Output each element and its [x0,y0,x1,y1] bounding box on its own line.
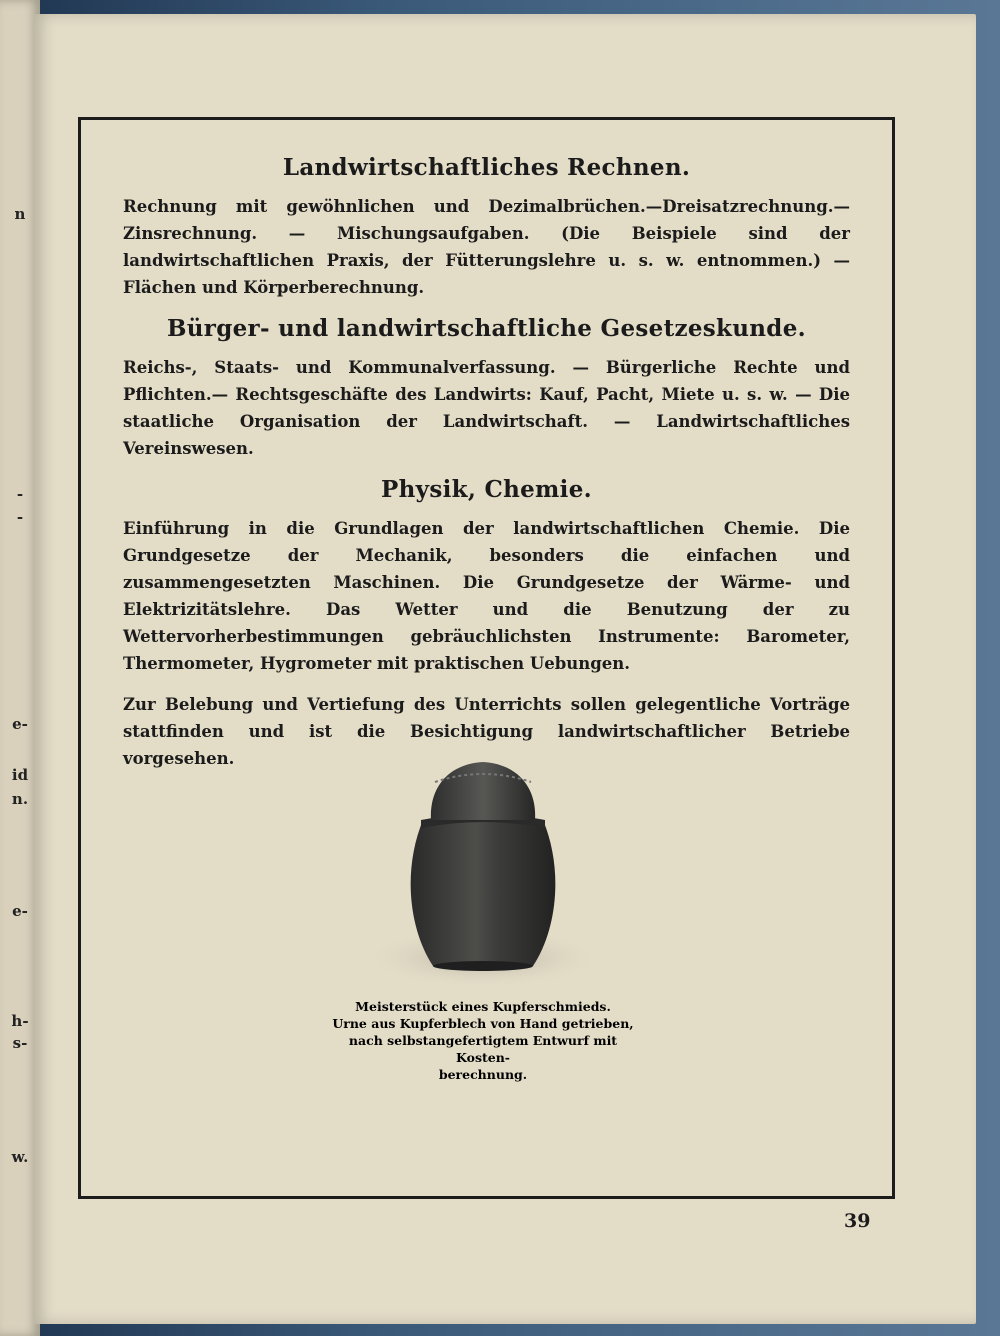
left-fragment: - [16,485,24,503]
urn-image [363,728,603,988]
section-title-arithmetic: Landwirtschaftliches Rechnen. [282,154,691,181]
caption-line: Urne aus Kupferblech von Hand getrieben, [332,1016,634,1031]
left-fragment: e- [12,715,28,733]
left-fragment: n. [11,790,29,808]
section-paragraph: Zur Belebung und Vertiefung des Unterrichts sollen gelegentliche Vorträge stattfinden und ist die Besichtigung landwirtschaftlicher Betriebe vorgesehen. [123,695,850,768]
left-fragment: id [11,766,29,784]
left-fragment: n [14,205,26,223]
left-fragment: h- [11,1012,29,1030]
book-page [34,14,976,1324]
urn-illustration [363,728,603,988]
caption-line: nach selbstangefertigtem Entwurf mit Kosten- [348,1033,618,1065]
section-paragraph: Rechnung mit gewöhnlichen und Dezimalbrüchen.—Dreisatzrechnung.—Zinsrechnung. — Mischungsaufgaben. (Die Beispiele sind der landwirtschaftlichen Praxis, der Fütterungslehre u. s. w. entnommen.) — Flächen und Körperberechnung. [123,197,850,297]
left-fragment: w. [11,1148,29,1166]
section-title-law: Bürger- und landwirtschaftliche Gesetzeskunde. [167,315,806,342]
caption-line: berechnung. [438,1067,528,1082]
section-title-physics: Physik, Chemie. [381,476,592,503]
page-number: 39 [844,1210,871,1232]
figure-caption [323,998,643,1083]
left-fragment: - [16,508,24,526]
caption-line: Meisterstück eines Kupferschmieds. [355,999,611,1014]
left-fragment: e- [12,902,28,920]
section-paragraph: Reichs-, Staats- und Kommunalverfassung. — Bürgerliche Rechte und Pflichten.— Rechtsgeschäfte des Landwirts: Kauf, Pacht, Miete u. s. w. — Die staatliche Organisation der Landwirtschaft. — Landwirtschaftliches Vereinswesen. [123,358,850,458]
left-fragment: s- [12,1034,28,1052]
section-paragraph: Einführung in die Grundlagen der landwirtschaftlichen Chemie. Die Grundgesetze der Mechanik, besonders die einfachen und zusammengesetzten Maschinen. Die Grundgesetze der Wärme- und Elektrizitätslehre. Das Wetter und die Benutzung der zu Wettervorherbestimmungen gebräuchlichsten Instrumente: Barometer, Thermometer, Hygrometer mit praktischen Uebungen. [123,519,850,673]
content-frame [78,117,895,1199]
page-content [123,154,850,786]
